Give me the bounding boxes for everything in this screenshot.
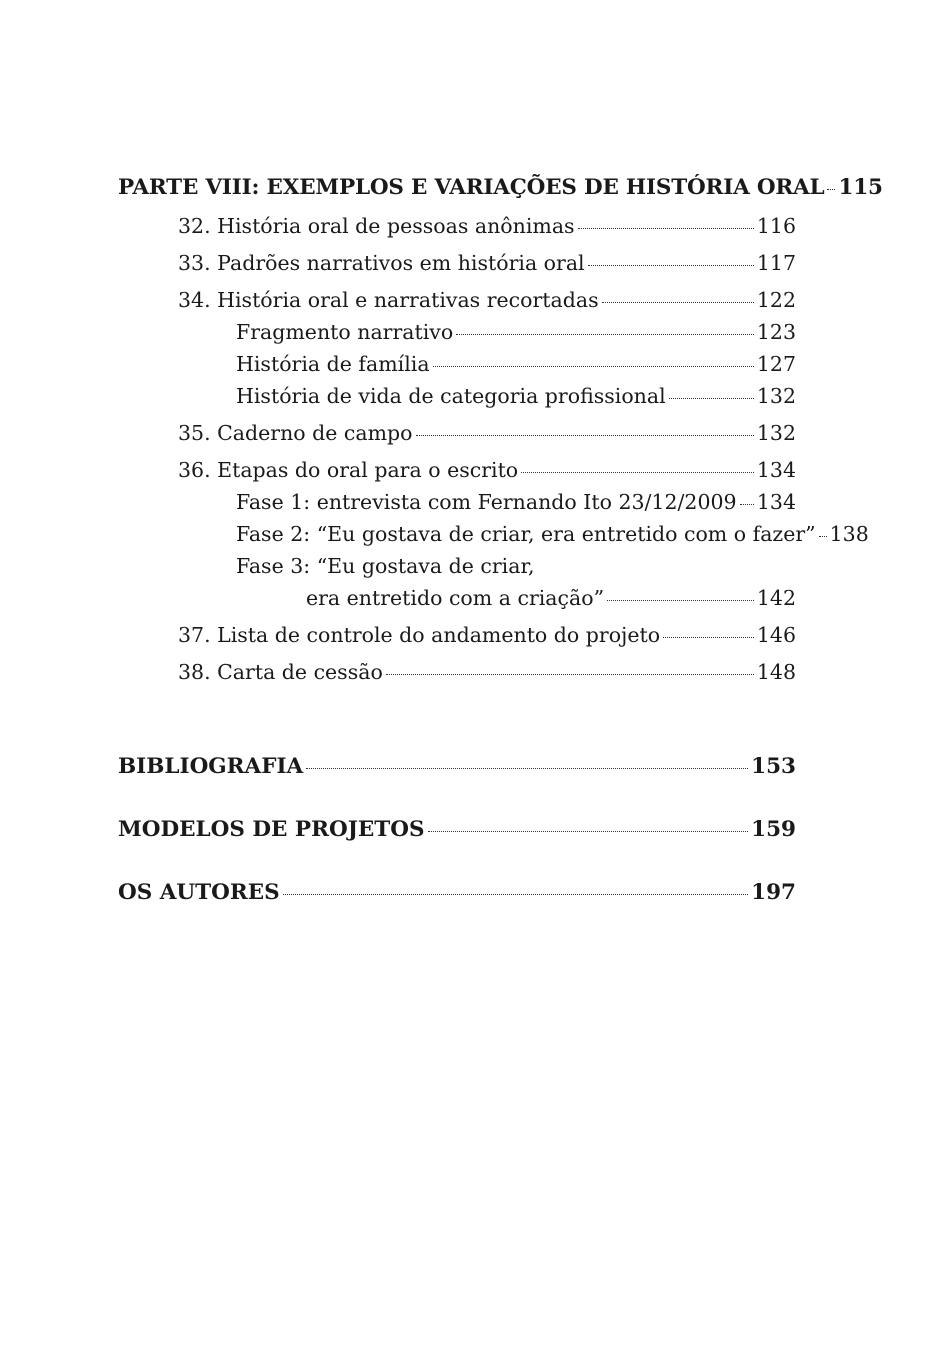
dot-leader [827,188,835,190]
toc-entry-title: OS AUTORES [118,880,280,905]
toc-entry-title: História de vida de categoria profissional [236,384,666,408]
toc-chapter-34[interactable] [118,284,796,316]
toc-page-number: 115 [838,175,883,200]
toc-page-number: 117 [756,251,796,275]
toc-page-number: 132 [756,384,796,408]
toc-entry-title: 35. Caderno de campo [178,421,413,445]
toc-page-number: 134 [756,490,796,514]
toc-bibliografia[interactable] [118,751,796,783]
toc-page-number: 159 [751,817,796,842]
dot-leader [819,535,827,537]
toc-page-number: 122 [756,288,796,312]
dot-leader [306,767,748,769]
toc-chapter-32[interactable] [118,210,796,242]
toc-entry-title: PARTE VIII: EXEMPLOS E VARIAÇÕES DE HISTÓRIA ORAL [118,175,825,200]
table-of-contents [118,172,883,909]
dot-leader [669,397,754,399]
dot-leader [663,636,754,638]
toc-entry-title: 33. Padrões narrativos em história oral [178,251,585,275]
toc-section-fase-3[interactable] [118,582,796,614]
toc-chapter-37[interactable] [118,619,796,651]
toc-page-number: 132 [756,421,796,445]
toc-entry-title: Fase 2: “Eu gostava de criar, era entretido com o fazer” [236,522,816,546]
dot-leader [521,471,754,473]
toc-entry-title: 38. Carta de cessão [178,660,383,684]
toc-section-fase-2[interactable] [118,518,869,550]
toc-chapter-38[interactable] [118,656,796,688]
toc-section-fase-1[interactable] [118,486,796,518]
toc-chapter-33[interactable] [118,247,796,279]
toc-section-categoria[interactable] [118,380,796,412]
dot-leader [416,434,754,436]
dot-leader [456,333,754,335]
dot-leader [602,301,754,303]
toc-part-viii[interactable] [118,172,883,204]
toc-section-fragmento[interactable] [118,316,796,348]
toc-page-number: 116 [756,214,796,238]
dot-leader [433,365,754,367]
toc-page-number: 197 [751,880,796,905]
dot-leader [578,227,754,229]
toc-chapter-35[interactable] [118,417,796,449]
toc-page-number: 127 [756,352,796,376]
toc-section-familia[interactable] [118,348,796,380]
toc-entry-title: era entretido com a criação” [306,586,605,610]
toc-page-number: 123 [756,320,796,344]
dot-leader [283,893,748,895]
toc-entry-title: BIBLIOGRAFIA [118,754,304,779]
toc-entry-title: 36. Etapas do oral para o escrito [178,458,519,482]
toc-page-number: 146 [756,623,796,647]
dot-leader [607,599,754,601]
toc-entry-title: 32. História oral de pessoas anônimas [178,214,575,238]
toc-entry-title: MODELOS DE PROJETOS [118,817,425,842]
toc-entry-title: Fase 1: entrevista com Fernando Ito 23/12/2009 [236,490,737,514]
toc-section-fase-3-line1[interactable]: Fase 3: “Eu gostava de criar, [236,554,535,578]
dot-leader [740,503,754,505]
toc-entry-title: Fragmento narrativo [236,320,454,344]
toc-chapter-36[interactable] [118,454,796,486]
toc-modelos-de-projetos[interactable] [118,814,796,846]
dot-leader [386,673,754,675]
dot-leader [428,830,749,832]
toc-entry-title: História de família [236,352,430,376]
toc-page-number: 148 [756,660,796,684]
toc-os-autores[interactable] [118,877,796,909]
toc-entry-title: 37. Lista de controle do andamento do projeto [178,623,661,647]
toc-page-number: 142 [756,586,796,610]
toc-page-number: 138 [829,522,869,546]
toc-page-number: 134 [756,458,796,482]
dot-leader [588,264,754,266]
toc-entry-title: 34. História oral e narrativas recortadas [178,288,599,312]
toc-page-number: 153 [751,754,796,779]
